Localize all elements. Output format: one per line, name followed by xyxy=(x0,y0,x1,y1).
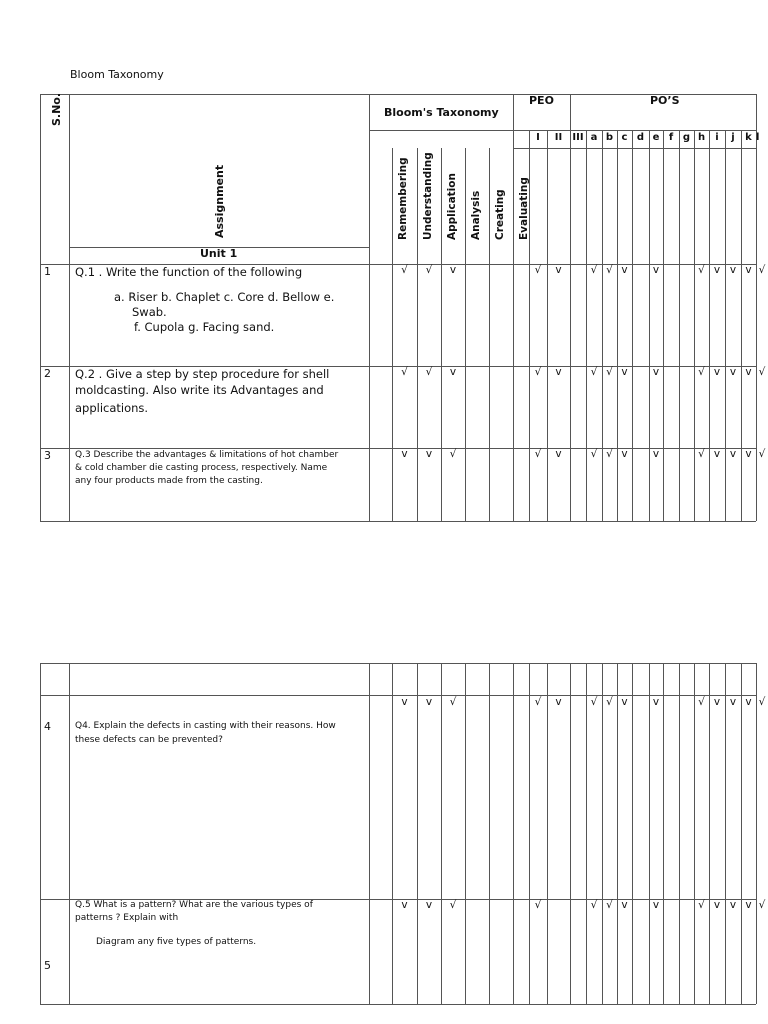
po-col-a: a xyxy=(590,132,598,143)
question-text: moldcasting. Also write its Advantages and xyxy=(75,383,324,397)
po-col-d: d xyxy=(636,132,645,143)
table2-column-border xyxy=(465,663,466,1004)
peo-mark: √ xyxy=(534,366,542,378)
po-mark: √ xyxy=(698,899,705,911)
table2-column-border xyxy=(725,663,726,1004)
po-mark: v xyxy=(745,366,752,378)
table1-column-border xyxy=(40,94,41,521)
peo-mark: √ xyxy=(534,448,542,460)
bloom-column-border xyxy=(465,148,466,521)
row-number: 1 xyxy=(44,265,51,278)
po-column-border xyxy=(632,130,633,521)
bloom-mark: √ xyxy=(401,264,408,276)
peo-col-I: I xyxy=(536,132,540,143)
table2-column-border xyxy=(40,663,41,1004)
po-mark: v xyxy=(713,366,721,378)
peo-col-III: III xyxy=(572,132,584,143)
table2-column-border xyxy=(441,663,442,1004)
unit-label: Unit 1 xyxy=(200,247,238,260)
bloom-mark: v xyxy=(401,448,408,460)
table2-column-border xyxy=(602,663,603,1004)
row-number: 3 xyxy=(44,449,51,462)
po-mark: v xyxy=(652,899,660,911)
po-mark: √ xyxy=(758,264,766,276)
row-number: 4 xyxy=(44,720,51,733)
bloom-level-analysis: Analysis xyxy=(470,190,482,240)
peo-mark: v xyxy=(555,264,562,276)
po-mark: v xyxy=(713,264,721,276)
bloom-subheader-rule xyxy=(369,130,513,131)
po-mark: √ xyxy=(590,264,598,276)
table2-column-border xyxy=(617,663,618,1004)
po-mark: v xyxy=(729,899,737,911)
table2-column-border xyxy=(632,663,633,1004)
question-text: Q4. Explain the defects in casting with their reasons. How xyxy=(75,721,336,731)
po-column-border xyxy=(709,130,710,521)
row-number: 5 xyxy=(44,959,51,972)
po-mark: v xyxy=(713,899,721,911)
bloom-level-application: Application xyxy=(446,173,458,240)
po-mark: v xyxy=(621,696,628,708)
table1-bottom-border xyxy=(40,521,756,522)
po-mark: √ xyxy=(606,899,613,911)
bloom-column-border xyxy=(489,148,490,521)
peo-mark: √ xyxy=(534,696,542,708)
po-mark: v xyxy=(652,696,660,708)
po-mark: v xyxy=(713,696,721,708)
question-text: Diagram any five types of patterns. xyxy=(96,937,257,947)
peo-column-border xyxy=(547,130,548,521)
question-text: Q.3 Describe the advantages & limitations of hot chamber xyxy=(75,450,339,460)
po-col-e: e xyxy=(652,132,660,143)
bloom-mark: √ xyxy=(449,696,457,708)
peo-mark: √ xyxy=(534,264,542,276)
bloom-column-border xyxy=(417,148,418,521)
po-column-border xyxy=(649,130,650,521)
peo-mark: v xyxy=(555,448,562,460)
question-text: Swab. xyxy=(132,305,167,319)
bloom-mark: v xyxy=(425,696,433,708)
bloom-mark: √ xyxy=(425,264,433,276)
po-mark: √ xyxy=(758,448,766,460)
table1-column-border xyxy=(570,94,571,521)
po-column-border xyxy=(586,130,587,521)
table2-column-border xyxy=(709,663,710,1004)
po-col-i: i xyxy=(715,132,719,143)
blooms-taxonomy-header: Bloom's Taxonomy xyxy=(384,106,499,119)
table2-column-border xyxy=(547,663,548,1004)
po-col-b: b xyxy=(605,132,614,143)
bloom-level-remembering: Remembering xyxy=(397,157,409,240)
table2-column-border xyxy=(663,663,664,1004)
bloom-mark: v xyxy=(401,899,408,911)
table2-column-border xyxy=(417,663,418,1004)
po-mark: v xyxy=(729,696,737,708)
bloom-level-evaluating: Evaluating xyxy=(518,177,530,240)
po-mark: v xyxy=(621,366,628,378)
table2-column-border xyxy=(392,663,393,1004)
peo-mark: v xyxy=(555,696,562,708)
peo-col-II: II xyxy=(554,132,563,143)
po-mark: √ xyxy=(758,899,766,911)
question-text: applications. xyxy=(75,401,149,415)
po-column-border xyxy=(679,130,680,521)
table2-column-border xyxy=(570,663,571,1004)
table2-column-border xyxy=(679,663,680,1004)
table1-column-border xyxy=(513,94,514,521)
po-mark: v xyxy=(745,696,752,708)
table1-top-border xyxy=(40,94,756,95)
table2-bottom-border xyxy=(40,1004,756,1005)
po-column-border xyxy=(663,130,664,521)
table2-column-border xyxy=(586,663,587,1004)
table2-column-border xyxy=(649,663,650,1004)
po-column-border xyxy=(617,130,618,521)
table2-column-border xyxy=(513,663,514,1004)
peo-header: PEO xyxy=(529,94,554,107)
po-mark: √ xyxy=(606,264,613,276)
po-mark: √ xyxy=(698,448,705,460)
table-rule xyxy=(369,130,370,521)
po-col-f: f xyxy=(668,132,674,143)
bloom-mark: v xyxy=(449,264,457,276)
question-text: f. Cupola g. Facing sand. xyxy=(134,320,275,334)
question-text: Q.5 What is a pattern? What are the various types of xyxy=(75,900,313,910)
question-text: these defects can be prevented? xyxy=(75,735,223,745)
column-letter-rule xyxy=(513,148,756,149)
bloom-mark: v xyxy=(425,448,433,460)
bloom-level-understanding: Understanding xyxy=(422,152,434,240)
bloom-mark: √ xyxy=(425,366,433,378)
po-mark: v xyxy=(713,448,721,460)
po-mark: √ xyxy=(698,696,705,708)
po-column-border xyxy=(725,130,726,521)
po-col-j: j xyxy=(731,132,735,143)
po-mark: v xyxy=(621,264,628,276)
po-mark: √ xyxy=(590,696,598,708)
table1-column-border xyxy=(69,94,70,521)
po-mark: v xyxy=(745,899,752,911)
question-text: Q.1 . Write the function of the following xyxy=(75,265,303,279)
po-column-border xyxy=(741,130,742,521)
question-text: Q.2 . Give a step by step procedure for shell xyxy=(75,367,330,381)
po-mark: v xyxy=(729,448,737,460)
table2-column-border xyxy=(694,663,695,1004)
bloom-mark: v xyxy=(425,899,433,911)
table2-column-border xyxy=(369,663,370,1004)
table2-column-border xyxy=(69,663,70,1004)
po-mark: √ xyxy=(758,366,766,378)
bloom-mark: √ xyxy=(401,366,408,378)
po-col-c: c xyxy=(621,132,628,143)
peo-mark: √ xyxy=(534,899,542,911)
po-mark: √ xyxy=(590,448,598,460)
po-mark: √ xyxy=(606,448,613,460)
question-text: & cold chamber die casting process, respectively. Name xyxy=(75,463,328,473)
bloom-mark: v xyxy=(449,366,457,378)
po-mark: v xyxy=(621,448,628,460)
peo-po-subheader-rule xyxy=(513,130,756,131)
bloom-column-border xyxy=(392,148,393,521)
assignment-header: Assignment xyxy=(213,164,226,238)
po-mark: √ xyxy=(590,899,598,911)
sno-header: S.No. xyxy=(50,92,63,126)
po-col-l: l xyxy=(756,132,760,143)
po-mark: √ xyxy=(698,366,705,378)
table2-column-border xyxy=(489,663,490,1004)
pos-header: PO’S xyxy=(650,94,680,107)
po-col-k: k xyxy=(745,132,752,143)
po-mark: √ xyxy=(758,696,766,708)
po-mark: √ xyxy=(606,366,613,378)
po-mark: v xyxy=(745,448,752,460)
question-text: patterns ? Explain with xyxy=(75,913,179,923)
bloom-mark: √ xyxy=(449,899,457,911)
po-column-border xyxy=(694,130,695,521)
row-number: 2 xyxy=(44,367,51,380)
po-mark: v xyxy=(652,448,660,460)
po-mark: v xyxy=(729,366,737,378)
po-mark: √ xyxy=(606,696,613,708)
po-mark: v xyxy=(729,264,737,276)
question-text: a. Riser b. Chaplet c. Core d. Bellow e. xyxy=(114,290,335,304)
po-mark: √ xyxy=(590,366,598,378)
peo-mark: v xyxy=(555,366,562,378)
bloom-level-creating: Creating xyxy=(494,189,506,240)
question-text: any four products made from the casting. xyxy=(75,476,263,486)
table2-column-border xyxy=(756,663,757,1004)
po-mark: v xyxy=(745,264,752,276)
po-mark: v xyxy=(621,899,628,911)
po-column-border xyxy=(602,130,603,521)
po-mark: √ xyxy=(698,264,705,276)
po-col-g: g xyxy=(682,132,691,143)
bloom-column-border xyxy=(441,148,442,521)
bloom-mark: √ xyxy=(449,448,457,460)
po-mark: v xyxy=(652,264,660,276)
table2-column-border xyxy=(741,663,742,1004)
document-title: Bloom Taxonomy xyxy=(70,68,164,81)
bloom-mark: v xyxy=(401,696,408,708)
po-mark: v xyxy=(652,366,660,378)
po-col-h: h xyxy=(697,132,706,143)
table2-column-border xyxy=(529,663,530,1004)
